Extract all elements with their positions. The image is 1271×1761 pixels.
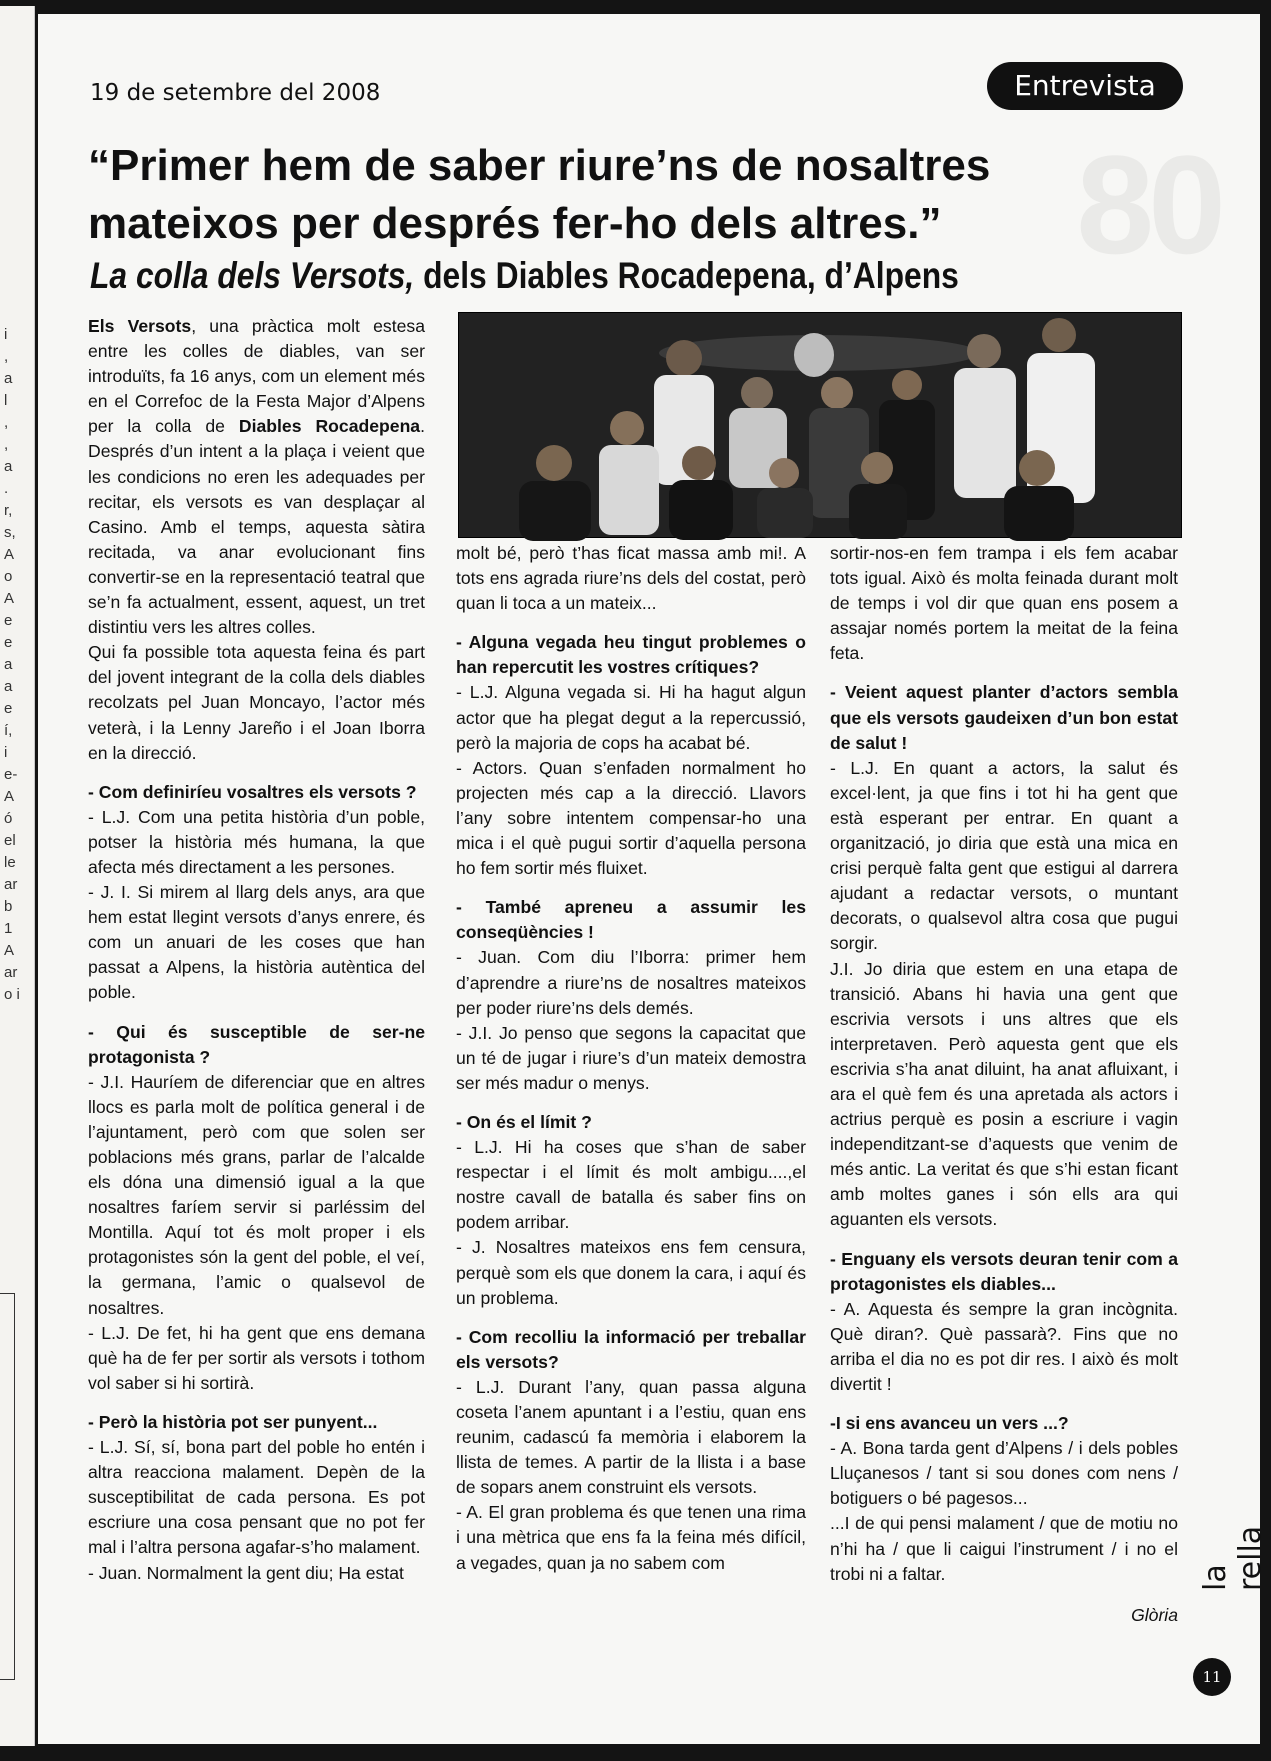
adjacent-page-text-fragment: ó (4, 810, 13, 827)
adjacent-page-text-fragment: , (4, 436, 9, 453)
column-1 (88, 314, 425, 1586)
question: - Qui és susceptible de ser-ne protagonista ? (88, 1021, 425, 1067)
subheadline-rest: dels Diables Rocadepena, d’Alpens (414, 255, 959, 296)
answer: - L.J. En quant a actors, la salut és excel·lent, ja que fins i tot hi ha gent que està esperant per entrar. En quant a organització, jo diria que està una mica en crisi perquè falta gent que estigui al darrera ajudant a redactar versots, o muntant decorats, o qualsevol altra cosa que pugui sorgir. (830, 757, 1178, 954)
adjacent-page-text-fragment: a (4, 656, 13, 673)
adjacent-page-text-fragment: A (4, 590, 15, 607)
group-photo (458, 312, 1182, 538)
answer: - J. I. Si mirem al llarg dels anys, ara que hem estat llegint versots d’anys enrere, és com un anuari de les coses que han passat a Alpens, la història autèntica del poble. (88, 882, 425, 1003)
adjacent-page-text-fragment: r, (4, 502, 13, 519)
question: - Enguany els versots deuran tenir com a protagonistes els diables... (830, 1248, 1178, 1294)
question: - Com recolliu la informació per treballar els versots? (456, 1326, 806, 1372)
group-photo-illustration (459, 313, 1181, 537)
adjacent-page-text-fragment: A (4, 546, 15, 563)
answer: - L.J. Alguna vegada si. Hi ha hagut algun actor que ha plegat degut a la repercussió, però la majoria de cops ha acabat bé. (456, 682, 806, 753)
adjacent-page-text-fragment: s, (4, 524, 16, 541)
intro-paragraph (88, 314, 425, 640)
answer: - A. Aquesta és sempre la gran incògnita. Què diran?. Què passarà?. Fins que no arriba el dia no es pot dir res. I això és molt divertit ! (830, 1298, 1178, 1394)
adjacent-page-text-fragment: 1 (4, 920, 13, 937)
question: - També apreneu a assumir les conseqüències ! (456, 897, 806, 943)
adjacent-page-text-fragment: i (4, 744, 8, 761)
answer: - J.I. Jo penso que segons la capacitat que un té de jugar i riure’s d’un mateix demostra ser més madur o menys. (456, 1022, 806, 1093)
question: - Veient aquest planter d’actors sembla que els versots gaudeixen d’un bon estat de salut ! (830, 682, 1178, 753)
adjacent-page-text-fragment: el (4, 832, 16, 849)
adjacent-page-text-fragment: le (4, 854, 16, 871)
adjacent-page-text-fragment: o (4, 568, 13, 585)
question: - Alguna vegada heu tingut problemes o han repercutit les vostres crítiques? (456, 632, 806, 678)
adjacent-page-text-fragment: o i (4, 986, 20, 1003)
section-tag: Entrevista (987, 62, 1183, 110)
issue-date: 19 de setembre del 2008 (90, 80, 381, 106)
subheadline-italic: La colla dels Versots, (90, 255, 415, 296)
answer: - Actors. Quan s’enfaden normalment ho projecten més cap a la direcció. Llavors l’any sobre intentem compensar-ho una mica i el què pugui sortir d’aquella persona ho fem sortir més fluixet. (456, 757, 806, 879)
adjacent-page-text-fragment: ar (4, 964, 18, 981)
adjacent-page-text-fragment: ar (4, 876, 18, 893)
answer: - L.J. Durant l’any, quan passa alguna coseta l’anem apuntant i a l’estiu, quan ens reunim, cadascú fa memòria i elaborem la llista de temes. A partir de la llista i a base de sopars anem construint els versots. (456, 1376, 806, 1498)
adjacent-page-text-fragment: , (4, 414, 9, 431)
adjacent-page-text-fragment: . (4, 480, 9, 497)
answer: sortir-nos-en fem trampa i els fem acabar tots igual. Això és molta feinada durant molt de temps i vol dir que quan ens posem a assajar només portem la meitat de la feina feta. (830, 543, 1178, 664)
adjacent-page-box (0, 1293, 15, 1680)
question: - Com definiríeu vosaltres els versots ? (88, 781, 417, 802)
headline: “Primer hem de saber riure’ns de nosaltres mateixos per després fer-ho dels altres.” (88, 141, 991, 248)
column-2 (456, 541, 806, 1576)
adjacent-page-text-fragment: e (4, 634, 13, 651)
answer: - J.I. Hauríem de diferenciar que en altres llocs es parla molt de política general i de l’ajuntament, però com que solen ser poblacions més grans, parlar de l’alcalde els dóna una dimensió igual a la que nosaltres faríem servir si parléssim del Montilla. Aquí tot és molt proper i els protagonistes són la gent del poble, el veí, la germana, l’amic o qualsevol de nosaltres. (88, 1071, 425, 1318)
intro-text-a: , una pràctica molt estesa entre les colles de diables, van ser introduïts, fa 16 anys, com un element més en el Correfoc de la Festa Major d’Alpens per la colla de (88, 316, 425, 437)
answer: - L.J. Hi ha coses que s’han de saber respectar i el límit és molt ambigu....,el nostre cavall de batalla és saber fins on podem arribar. (456, 1137, 806, 1233)
adjacent-page-text-fragment: a (4, 370, 13, 387)
answer: ...I de qui pensi malament / que de motiu no n’hi ha / que li caigui l’instrument / i no el trobi ni a faltar. (830, 1513, 1178, 1584)
adjacent-page-text-fragment: e (4, 612, 13, 629)
answer: - A. Bona tarda gent d’Alpens / i dels pobles Lluçanesos / tant si sou dones com nens / botiguers o bé pagesos... (830, 1438, 1178, 1509)
intro-paragraph-2: Qui fa possible tota aquesta feina és part del jovent integrant de la colla dels diables recolzats pel Juan Moncayo, l’actor més veterà, i la Lenny Jareño i el Joan Iborra en la direcció. (88, 642, 425, 763)
adjacent-page-text-fragment: e (4, 700, 13, 717)
adjacent-page-text-fragment: i (4, 326, 8, 343)
author-signature: Glòria (1131, 1604, 1178, 1625)
answer: - A. El gran problema és que tenen una rima i una mètrica que ens fa la feina més difícil, a vegades, quan ja no sabem com (456, 1502, 806, 1573)
answer: - L.J. Com una petita història d’un poble, potser la història més humana, la que afecta més directament a les persones. (88, 806, 425, 877)
intro-bold-versots: Els Versots (88, 316, 192, 336)
adjacent-page-text-fragment: a (4, 458, 13, 475)
answer: - Juan. Normalment la gent diu; Ha estat (88, 1562, 404, 1583)
adjacent-page-edge (0, 6, 35, 1746)
page-number: 11 (1193, 1658, 1231, 1696)
adjacent-page-text-fragment: b (4, 898, 13, 915)
background-ghost-graphic: 80 (1076, 126, 1220, 283)
magazine-brand: la rella (1198, 1525, 1268, 1591)
answer: - L.J. Sí, sí, bona part del poble ho entén i altra reacciona malament. Depèn de la susceptibilitat de cada persona. Es pot escriure una cosa pensant que no pot fer mal i l’altra persona agafar-s’ho malament. (88, 1437, 425, 1558)
adjacent-page-text-fragment: A (4, 942, 15, 959)
answer: - L.J. De fet, hi ha gent que ens demana què ha de fer per sortir als versots i tothom vol saber si hi sortirà. (88, 1322, 425, 1393)
column-3 (830, 541, 1178, 1628)
question: -I si ens avanceu un vers ...? (830, 1413, 1069, 1434)
adjacent-page-text-fragment: A (4, 788, 15, 805)
intro-text-b: . Després d’un intent a la plaça i veient que les condicions no eren les adequades per recitar, els versots es van desplaçar al Casino. Amb el temps, aquesta sàtira recitada, va anar evolucionant fins convertir-se en la representació teatral que se’n fa actualment, essent, aquest, un tret distintiu vers les altres colles. (88, 416, 425, 638)
question: - On és el límit ? (456, 1111, 592, 1132)
answer: J.I. Jo diria que estem en una etapa de transició. Abans hi havia una gent que escrivia versots i uns altres que els interpretaven. Però aquesta gent que els escrivia s’ha anat diluint, ha anat afluixant, i ara el què fem és una apretada als actors i actrius perquè es posin a escriure i vagin independitzant-se d’aquests que venim de més antic. La veritat és que s’hi estan ficant amb moltes ganes i són ells ara qui aguanten els versots. (830, 958, 1178, 1230)
adjacent-page-text-fragment: a (4, 678, 13, 695)
answer: molt bé, però t’has ficat massa amb mi!. A tots ens agrada riure’ns dels del costat, però quan li toca a un mateix... (456, 543, 806, 614)
subheadline (90, 253, 1002, 299)
intro-bold-diables: Diables Rocadepena (238, 416, 421, 437)
magazine-page (38, 14, 1268, 1744)
adjacent-page-text-fragment: e- (4, 766, 18, 783)
answer: - J. Nosaltres mateixos ens fem censura, perquè som els que donem la cara, i aquí és un problema. (456, 1237, 806, 1308)
answer: - Juan. Com diu l’Iborra: primer hem d’aprendre a riure’ns de nosaltres mateixos per poder riure’ns dels demés. (456, 947, 806, 1018)
adjacent-page-text-fragment: l (4, 392, 8, 409)
adjacent-page-text-fragment: í, (4, 722, 13, 739)
adjacent-page-text-fragment: , (4, 348, 9, 365)
question: - Però la història pot ser punyent... (88, 1411, 378, 1432)
